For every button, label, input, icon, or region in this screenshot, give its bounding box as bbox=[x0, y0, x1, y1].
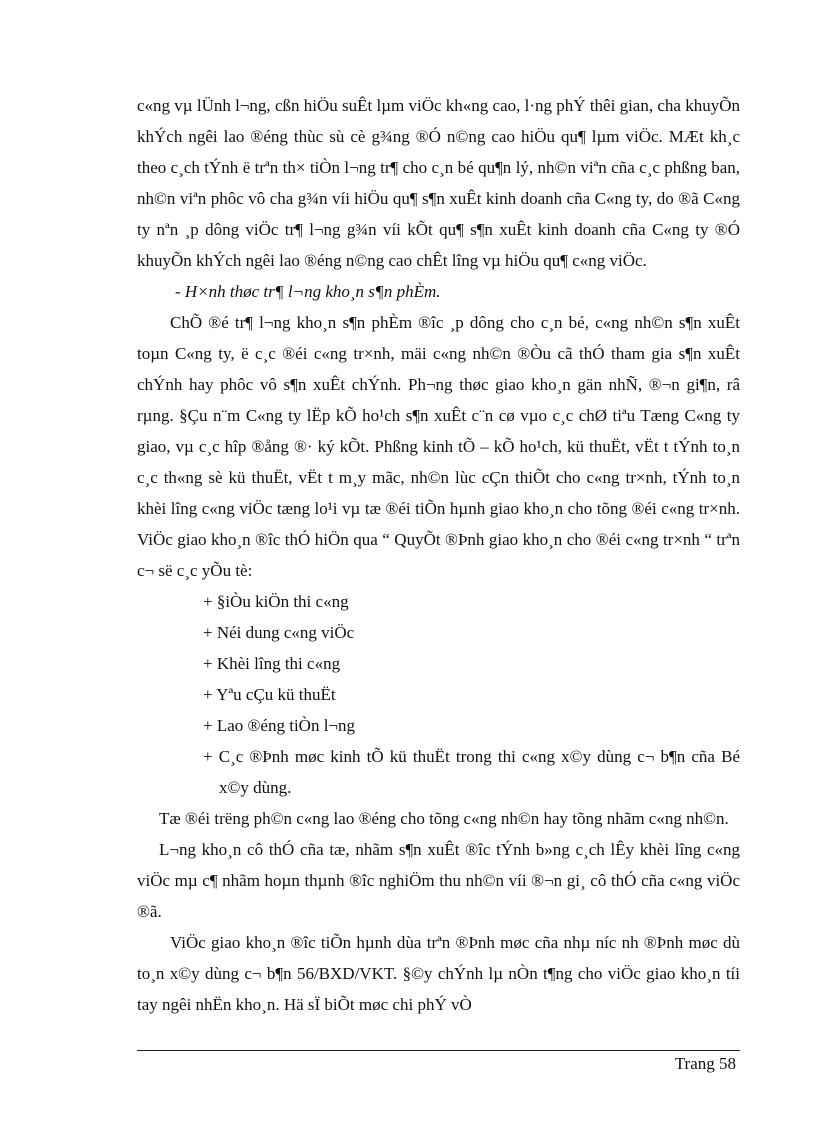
factor-list bbox=[137, 586, 740, 803]
list-item: + §iÒu kiÖn thi c«ng bbox=[203, 592, 349, 611]
page-body bbox=[137, 90, 740, 1020]
paragraph-5: ViÖc giao kho¸n ®îc tiÕn hµnh dùa trªn ®Þnh møc cña nhµ níc nh ®Þnh møc dù to¸n x©y dùng c¬ b¶n 56/BXD/VKT. §©y chÝnh lµ nÒn t¶ng cho viÖc giao kho¸n tíi tay ngêi nhËn kho¸n. Hä sÏ biÕt møc chi phÝ vÒ bbox=[137, 933, 740, 1014]
paragraph-3: Tæ ®éi trëng ph©n c«ng lao ®éng cho tõng c«ng nh©n hay tõng nhãm c«ng nh©n. bbox=[159, 809, 729, 828]
paragraph-4: L¬ng kho¸n cô thÓ cña tæ, nhãm s¶n xuÊt ®îc tÝnh b»ng c¸ch lÊy khèi lîng c«ng viÖc mµ c¶ nhãm hoµn thµnh ®îc nghiÖm thu nh©n víi ®¬n gi¸ cô thÓ cña c«ng viÖc ®ã. bbox=[137, 840, 740, 921]
paragraph-2: ChÕ ®é tr¶ l¬ng kho¸n s¶n phÈm ®îc ¸p dông cho c¸n bé, c«ng nh©n s¶n xuÊt toµn C«ng ty, ë c¸c ®éi c«ng tr×nh, mäi c«ng nh©n ®Òu cã thÓ tham gia s¶n xuÊt chÝnh hay phôc vô s¶n xuÊt chÝnh. Ph¬ng thøc giao kho¸n gän nhÑ, ®¬n gi¶n, râ rµng. §Çu n¨m C«ng ty lËp kÕ ho¹ch s¶n xuÊt c¨n cø vµo c¸c chØ tiªu Tæng C«ng ty giao, vµ c¸c hîp ®ång ®· ký kÕt. Phßng kinh tÕ – kÕ ho¹ch, kü thuËt, vËt t tÝnh to¸n c¸c th«ng sè kü thuËt, vËt t m¸y mãc, nh©n lùc cÇn thiÕt cho c«ng tr×nh, tÝnh to¸n khèi lîng c«ng viÖc tæng lo¹i vµ tæ ®éi tiÕn hµnh giao kho¸n cho tõng ®éi c«ng tr×nh. ViÖc giao kho¸n ®îc thÓ hiÖn qua “ QuyÕt ®Þnh giao kho¸n cho ®éi c«ng tr×nh “ trªn c¬ së c¸c yÕu tè: bbox=[137, 313, 740, 580]
page-number: Trang 58 bbox=[674, 1054, 736, 1073]
list-item: + Yªu cÇu kü thuËt bbox=[203, 685, 336, 704]
list-item: + Néi dung c«ng viÖc bbox=[203, 623, 355, 642]
paragraph-1: c«ng vµ lÜnh l¬ng, cßn hiÖu suÊt lµm viÖc kh«ng cao, l·ng phÝ thêi gian, cha khuyÕn khÝch ngêi lao ®éng thùc sù cè g¾ng ®Ó n©ng cao hiÖu qu¶ lµm viÖc. MÆt kh¸c theo c¸ch tÝnh ë trªn th× tiÒn l¬ng tr¶ cho c¸n bé qu¶n lý, nh©n viªn cña c¸c phßng ban, nh©n viªn phôc vô cha g¾n víi hiÖu qu¶ s¶n xuÊt kinh doanh cña C«ng ty, do ®ã C«ng ty nªn ¸p dông viÖc tr¶ l¬ng g¾n víi kÕt qu¶ s¶n xuÊt kinh doanh cña C«ng ty ®Ó khuyÕn khÝch ngêi lao ®éng n©ng cao chÊt lîng vµ hiÖu qu¶ c«ng viÖc. bbox=[137, 96, 740, 270]
list-item: + Lao ®éng tiÒn l¬ng bbox=[203, 716, 356, 735]
list-item: + Khèi lîng thi c«ng bbox=[203, 654, 341, 673]
section-heading: - H×nh thøc tr¶ l¬ng kho¸n s¶n phÈm. bbox=[175, 282, 441, 301]
list-item: + C¸c ®Þnh møc kinh tÕ kü thuËt trong thi c«ng x©y dùng c¬ b¶n cña Bé x©y dùng. bbox=[203, 747, 740, 797]
footer-divider bbox=[137, 1050, 740, 1051]
